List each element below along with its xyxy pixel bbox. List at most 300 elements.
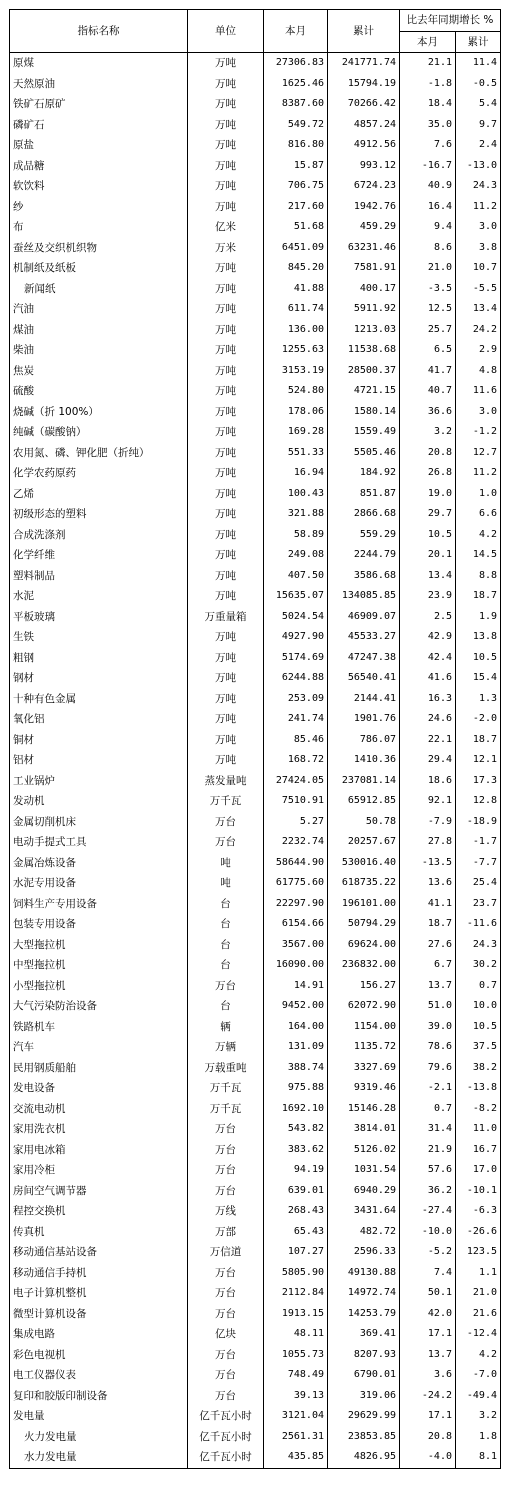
row-growth-month: 16.3 <box>400 689 456 710</box>
header-cumulative: 累计 <box>328 10 400 53</box>
row-unit: 万吨 <box>188 668 264 689</box>
row-name: 纯碱（碳酸钠） <box>10 422 188 443</box>
table-row <box>10 361 501 382</box>
row-growth-month: 13.4 <box>400 566 456 587</box>
table-row <box>10 750 501 771</box>
row-cumulative-value: 2244.79 <box>328 545 400 566</box>
table-row <box>10 484 501 505</box>
row-growth-cumulative: 1.1 <box>456 1263 501 1284</box>
row-growth-cumulative: -12.4 <box>456 1324 501 1345</box>
table-row <box>10 791 501 812</box>
row-name: 家用电冰箱 <box>10 1140 188 1161</box>
header-row <box>10 10 501 32</box>
table-row <box>10 914 501 935</box>
row-unit: 亿千瓦小时 <box>188 1406 264 1427</box>
row-growth-cumulative: 11.2 <box>456 197 501 218</box>
row-month-value: 136.00 <box>264 320 328 341</box>
table-row <box>10 443 501 464</box>
row-growth-cumulative: 13.4 <box>456 299 501 320</box>
row-unit: 万辆 <box>188 1037 264 1058</box>
table-row <box>10 1386 501 1407</box>
table-row <box>10 853 501 874</box>
table-row <box>10 463 501 484</box>
row-growth-month: -3.5 <box>400 279 456 300</box>
row-growth-cumulative: 2.4 <box>456 135 501 156</box>
table-row <box>10 566 501 587</box>
table-row <box>10 1242 501 1263</box>
row-cumulative-value: 369.41 <box>328 1324 400 1345</box>
table-row <box>10 1160 501 1181</box>
row-name: 电工仪器仪表 <box>10 1365 188 1386</box>
row-month-value: 1692.10 <box>264 1099 328 1120</box>
header-name: 指标名称 <box>10 10 188 53</box>
row-unit: 万线 <box>188 1201 264 1222</box>
row-month-value: 2232.74 <box>264 832 328 853</box>
row-month-value: 27424.05 <box>264 771 328 792</box>
row-name: 烧碱（折 100%） <box>10 402 188 423</box>
table-row <box>10 422 501 443</box>
row-name: 煤油 <box>10 320 188 341</box>
row-unit: 万重量箱 <box>188 607 264 628</box>
row-month-value: 61775.60 <box>264 873 328 894</box>
row-growth-month: 9.4 <box>400 217 456 238</box>
row-unit: 万吨 <box>188 463 264 484</box>
row-name: 初级形态的塑料 <box>10 504 188 525</box>
row-cumulative-value: 319.06 <box>328 1386 400 1407</box>
row-unit: 万吨 <box>188 135 264 156</box>
row-month-value: 383.62 <box>264 1140 328 1161</box>
row-cumulative-value: 1410.36 <box>328 750 400 771</box>
table-row <box>10 1058 501 1079</box>
row-unit: 万吨 <box>188 197 264 218</box>
row-month-value: 41.88 <box>264 279 328 300</box>
row-growth-cumulative: -10.1 <box>456 1181 501 1202</box>
row-cumulative-value: 1213.03 <box>328 320 400 341</box>
row-growth-month: 92.1 <box>400 791 456 812</box>
row-unit: 万吨 <box>188 648 264 669</box>
row-unit: 万吨 <box>188 402 264 423</box>
table-row <box>10 1201 501 1222</box>
row-growth-month: 35.0 <box>400 115 456 136</box>
row-growth-month: 2.5 <box>400 607 456 628</box>
row-growth-cumulative: 1.0 <box>456 484 501 505</box>
row-unit: 万吨 <box>188 750 264 771</box>
row-cumulative-value: 62072.90 <box>328 996 400 1017</box>
row-growth-cumulative: 8.1 <box>456 1447 501 1468</box>
row-name: 原盐 <box>10 135 188 156</box>
row-growth-month: -16.7 <box>400 156 456 177</box>
row-cumulative-value: 70266.42 <box>328 94 400 115</box>
row-growth-cumulative: 5.4 <box>456 94 501 115</box>
row-name: 塑料制品 <box>10 566 188 587</box>
row-growth-cumulative: 15.4 <box>456 668 501 689</box>
row-cumulative-value: 5505.46 <box>328 443 400 464</box>
table-row <box>10 1140 501 1161</box>
row-growth-cumulative: -7.0 <box>456 1365 501 1386</box>
row-cumulative-value: 7581.91 <box>328 258 400 279</box>
row-growth-cumulative: -6.3 <box>456 1201 501 1222</box>
row-name: 机制纸及纸板 <box>10 258 188 279</box>
row-unit: 亿块 <box>188 1324 264 1345</box>
row-name: 中型拖拉机 <box>10 955 188 976</box>
table-row <box>10 381 501 402</box>
table-row <box>10 135 501 156</box>
row-growth-cumulative: 21.0 <box>456 1283 501 1304</box>
table-row <box>10 689 501 710</box>
table-row <box>10 955 501 976</box>
row-growth-cumulative: 1.8 <box>456 1427 501 1448</box>
row-growth-cumulative: -7.7 <box>456 853 501 874</box>
row-growth-month: 50.1 <box>400 1283 456 1304</box>
row-name: 复印和胶版印制设备 <box>10 1386 188 1407</box>
row-cumulative-value: 15794.19 <box>328 74 400 95</box>
table-body <box>10 53 501 1469</box>
row-growth-month: 3.2 <box>400 422 456 443</box>
row-unit: 万台 <box>188 1304 264 1325</box>
row-growth-month: 18.7 <box>400 914 456 935</box>
row-unit: 万吨 <box>188 381 264 402</box>
row-cumulative-value: 65912.85 <box>328 791 400 812</box>
table-row <box>10 279 501 300</box>
row-unit: 万载重吨 <box>188 1058 264 1079</box>
row-growth-month: 41.1 <box>400 894 456 915</box>
row-growth-month: 42.4 <box>400 648 456 669</box>
row-growth-cumulative: -18.9 <box>456 812 501 833</box>
row-growth-cumulative: 24.3 <box>456 935 501 956</box>
row-month-value: 551.33 <box>264 443 328 464</box>
row-growth-month: 79.6 <box>400 1058 456 1079</box>
row-growth-month: 10.5 <box>400 525 456 546</box>
row-name: 钢材 <box>10 668 188 689</box>
row-month-value: 706.75 <box>264 176 328 197</box>
row-growth-month: 36.2 <box>400 1181 456 1202</box>
row-growth-month: 27.8 <box>400 832 456 853</box>
row-growth-cumulative: 8.8 <box>456 566 501 587</box>
row-unit: 吨 <box>188 853 264 874</box>
row-unit: 万吨 <box>188 115 264 136</box>
row-month-value: 85.46 <box>264 730 328 751</box>
row-name: 家用冷柜 <box>10 1160 188 1181</box>
row-month-value: 5024.54 <box>264 607 328 628</box>
row-growth-cumulative: 12.1 <box>456 750 501 771</box>
row-cumulative-value: 618735.22 <box>328 873 400 894</box>
row-cumulative-value: 49130.88 <box>328 1263 400 1284</box>
row-month-value: 7510.91 <box>264 791 328 812</box>
table-row <box>10 545 501 566</box>
row-month-value: 5.27 <box>264 812 328 833</box>
row-name: 发动机 <box>10 791 188 812</box>
header-growth-group: 比去年同期增长 % <box>400 10 501 32</box>
row-cumulative-value: 14972.74 <box>328 1283 400 1304</box>
row-cumulative-value: 4857.24 <box>328 115 400 136</box>
row-growth-month: 41.6 <box>400 668 456 689</box>
row-unit: 万吨 <box>188 525 264 546</box>
row-month-value: 8387.60 <box>264 94 328 115</box>
row-name: 化学农药原药 <box>10 463 188 484</box>
row-cumulative-value: 459.29 <box>328 217 400 238</box>
row-growth-month: 6.5 <box>400 340 456 361</box>
table-row <box>10 668 501 689</box>
row-cumulative-value: 5126.02 <box>328 1140 400 1161</box>
row-cumulative-value: 1135.72 <box>328 1037 400 1058</box>
row-name: 大型拖拉机 <box>10 935 188 956</box>
table-row <box>10 238 501 259</box>
row-cumulative-value: 482.72 <box>328 1222 400 1243</box>
row-growth-month: 0.7 <box>400 1099 456 1120</box>
row-month-value: 15.87 <box>264 156 328 177</box>
row-unit: 万台 <box>188 1345 264 1366</box>
table-row <box>10 1119 501 1140</box>
row-cumulative-value: 47247.38 <box>328 648 400 669</box>
row-unit: 亿千瓦小时 <box>188 1447 264 1468</box>
row-unit: 万吨 <box>188 504 264 525</box>
table-row <box>10 709 501 730</box>
row-month-value: 845.20 <box>264 258 328 279</box>
row-growth-month: 41.7 <box>400 361 456 382</box>
row-month-value: 1055.73 <box>264 1345 328 1366</box>
row-growth-cumulative: 0.7 <box>456 976 501 997</box>
table-row <box>10 832 501 853</box>
row-growth-cumulative: 11.4 <box>456 53 501 74</box>
row-month-value: 1625.46 <box>264 74 328 95</box>
row-unit: 万千瓦 <box>188 1078 264 1099</box>
row-unit: 万吨 <box>188 74 264 95</box>
row-name: 电子计算机整机 <box>10 1283 188 1304</box>
table-row <box>10 115 501 136</box>
row-name: 天然原油 <box>10 74 188 95</box>
row-growth-cumulative: 10.5 <box>456 648 501 669</box>
row-unit: 辆 <box>188 1017 264 1038</box>
row-growth-month: 16.4 <box>400 197 456 218</box>
row-name: 原煤 <box>10 53 188 74</box>
row-cumulative-value: 4826.95 <box>328 1447 400 1468</box>
row-cumulative-value: 4912.56 <box>328 135 400 156</box>
row-name: 集成电路 <box>10 1324 188 1345</box>
row-growth-month: 42.0 <box>400 1304 456 1325</box>
row-growth-cumulative: 16.7 <box>456 1140 501 1161</box>
row-growth-cumulative: 4.8 <box>456 361 501 382</box>
row-growth-cumulative: 14.5 <box>456 545 501 566</box>
row-growth-month: 51.0 <box>400 996 456 1017</box>
row-growth-cumulative: 24.2 <box>456 320 501 341</box>
statistics-table-container <box>9 9 501 1469</box>
row-name: 民用钢质船舶 <box>10 1058 188 1079</box>
row-growth-month: -1.8 <box>400 74 456 95</box>
row-growth-cumulative: 10.7 <box>456 258 501 279</box>
row-month-value: 321.88 <box>264 504 328 525</box>
table-row <box>10 996 501 1017</box>
row-month-value: 39.13 <box>264 1386 328 1407</box>
row-unit: 万吨 <box>188 94 264 115</box>
row-unit: 万吨 <box>188 689 264 710</box>
row-month-value: 639.01 <box>264 1181 328 1202</box>
table-row <box>10 402 501 423</box>
table-row <box>10 258 501 279</box>
row-growth-month: 21.0 <box>400 258 456 279</box>
row-cumulative-value: 1942.76 <box>328 197 400 218</box>
row-month-value: 22297.90 <box>264 894 328 915</box>
row-cumulative-value: 14253.79 <box>328 1304 400 1325</box>
row-unit: 万米 <box>188 238 264 259</box>
row-month-value: 131.09 <box>264 1037 328 1058</box>
row-name: 大气污染防治设备 <box>10 996 188 1017</box>
row-growth-month: -13.5 <box>400 853 456 874</box>
table-row <box>10 340 501 361</box>
row-growth-month: 29.4 <box>400 750 456 771</box>
table-row <box>10 1099 501 1120</box>
row-name: 硫酸 <box>10 381 188 402</box>
row-unit: 万吨 <box>188 443 264 464</box>
row-unit: 万吨 <box>188 361 264 382</box>
row-name: 彩色电视机 <box>10 1345 188 1366</box>
row-cumulative-value: 6790.01 <box>328 1365 400 1386</box>
row-name: 平板玻璃 <box>10 607 188 628</box>
row-growth-cumulative: 10.0 <box>456 996 501 1017</box>
row-growth-month: 18.6 <box>400 771 456 792</box>
row-name: 火力发电量 <box>10 1427 188 1448</box>
row-growth-month: 23.9 <box>400 586 456 607</box>
row-month-value: 58644.90 <box>264 853 328 874</box>
row-month-value: 5174.69 <box>264 648 328 669</box>
row-month-value: 268.43 <box>264 1201 328 1222</box>
table-row <box>10 1263 501 1284</box>
row-month-value: 2112.84 <box>264 1283 328 1304</box>
row-cumulative-value: 3327.69 <box>328 1058 400 1079</box>
row-growth-month: 26.8 <box>400 463 456 484</box>
row-name: 纱 <box>10 197 188 218</box>
row-month-value: 543.82 <box>264 1119 328 1140</box>
row-growth-month: 3.6 <box>400 1365 456 1386</box>
row-month-value: 3153.19 <box>264 361 328 382</box>
row-cumulative-value: 45533.27 <box>328 627 400 648</box>
row-name: 发电量 <box>10 1406 188 1427</box>
row-name: 铁路机车 <box>10 1017 188 1038</box>
row-growth-month: -24.2 <box>400 1386 456 1407</box>
row-growth-month: 7.4 <box>400 1263 456 1284</box>
table-row <box>10 299 501 320</box>
row-name: 金属切削机床 <box>10 812 188 833</box>
row-month-value: 3567.00 <box>264 935 328 956</box>
row-cumulative-value: 3586.68 <box>328 566 400 587</box>
row-growth-cumulative: -13.0 <box>456 156 501 177</box>
row-name: 家用洗衣机 <box>10 1119 188 1140</box>
row-cumulative-value: 2596.33 <box>328 1242 400 1263</box>
row-growth-month: 31.4 <box>400 1119 456 1140</box>
row-name: 成品糖 <box>10 156 188 177</box>
row-cumulative-value: 241771.74 <box>328 53 400 74</box>
row-growth-month: -2.1 <box>400 1078 456 1099</box>
row-month-value: 249.08 <box>264 545 328 566</box>
table-row <box>10 1345 501 1366</box>
row-name: 发电设备 <box>10 1078 188 1099</box>
row-month-value: 241.74 <box>264 709 328 730</box>
row-cumulative-value: 3431.64 <box>328 1201 400 1222</box>
row-growth-cumulative: 4.2 <box>456 1345 501 1366</box>
row-growth-cumulative: 11.6 <box>456 381 501 402</box>
row-unit: 万千瓦 <box>188 791 264 812</box>
row-cumulative-value: 46909.07 <box>328 607 400 628</box>
row-unit: 台 <box>188 955 264 976</box>
row-cumulative-value: 6940.29 <box>328 1181 400 1202</box>
row-cumulative-value: 559.29 <box>328 525 400 546</box>
row-growth-cumulative: 18.7 <box>456 586 501 607</box>
row-growth-cumulative: 2.9 <box>456 340 501 361</box>
row-month-value: 14.91 <box>264 976 328 997</box>
row-unit: 亿千瓦小时 <box>188 1427 264 1448</box>
row-unit: 吨 <box>188 873 264 894</box>
row-growth-cumulative: -11.6 <box>456 914 501 935</box>
row-name: 移动通信手持机 <box>10 1263 188 1284</box>
row-month-value: 4927.90 <box>264 627 328 648</box>
row-growth-month: 20.8 <box>400 1427 456 1448</box>
row-unit: 万吨 <box>188 422 264 443</box>
row-name: 小型拖拉机 <box>10 976 188 997</box>
row-unit: 万吨 <box>188 627 264 648</box>
row-growth-cumulative: 30.2 <box>456 955 501 976</box>
row-name: 软饮料 <box>10 176 188 197</box>
row-month-value: 169.28 <box>264 422 328 443</box>
row-growth-cumulative: -1.2 <box>456 422 501 443</box>
table-row <box>10 1017 501 1038</box>
row-name: 氧化铝 <box>10 709 188 730</box>
row-unit: 台 <box>188 996 264 1017</box>
table-row <box>10 976 501 997</box>
row-cumulative-value: 28500.37 <box>328 361 400 382</box>
table-row <box>10 627 501 648</box>
row-month-value: 107.27 <box>264 1242 328 1263</box>
row-growth-month: -27.4 <box>400 1201 456 1222</box>
row-growth-month: 24.6 <box>400 709 456 730</box>
row-unit: 亿米 <box>188 217 264 238</box>
row-growth-month: 27.6 <box>400 935 456 956</box>
table-row <box>10 771 501 792</box>
table-row <box>10 1283 501 1304</box>
row-cumulative-value: 6724.23 <box>328 176 400 197</box>
row-cumulative-value: 237081.14 <box>328 771 400 792</box>
table-row <box>10 1406 501 1427</box>
row-name: 铝材 <box>10 750 188 771</box>
row-growth-month: 19.0 <box>400 484 456 505</box>
row-growth-cumulative: 1.3 <box>456 689 501 710</box>
row-name: 交流电动机 <box>10 1099 188 1120</box>
row-month-value: 388.74 <box>264 1058 328 1079</box>
row-growth-month: 13.7 <box>400 976 456 997</box>
header-growth-month: 本月 <box>400 31 456 53</box>
row-cumulative-value: 69624.00 <box>328 935 400 956</box>
row-unit: 台 <box>188 935 264 956</box>
table-row <box>10 156 501 177</box>
row-unit: 万吨 <box>188 279 264 300</box>
row-growth-cumulative: 12.8 <box>456 791 501 812</box>
row-name: 乙烯 <box>10 484 188 505</box>
row-name: 生铁 <box>10 627 188 648</box>
row-cumulative-value: 400.17 <box>328 279 400 300</box>
row-growth-cumulative: 10.5 <box>456 1017 501 1038</box>
row-growth-cumulative: -8.2 <box>456 1099 501 1120</box>
row-unit: 万信道 <box>188 1242 264 1263</box>
row-name: 铜材 <box>10 730 188 751</box>
row-month-value: 253.09 <box>264 689 328 710</box>
table-row <box>10 607 501 628</box>
header-growth-cumulative: 累计 <box>456 31 501 53</box>
row-month-value: 1255.63 <box>264 340 328 361</box>
table-row <box>10 217 501 238</box>
row-cumulative-value: 56540.41 <box>328 668 400 689</box>
row-growth-cumulative: 4.2 <box>456 525 501 546</box>
row-unit: 万台 <box>188 1119 264 1140</box>
row-growth-month: -5.2 <box>400 1242 456 1263</box>
row-growth-month: 20.8 <box>400 443 456 464</box>
